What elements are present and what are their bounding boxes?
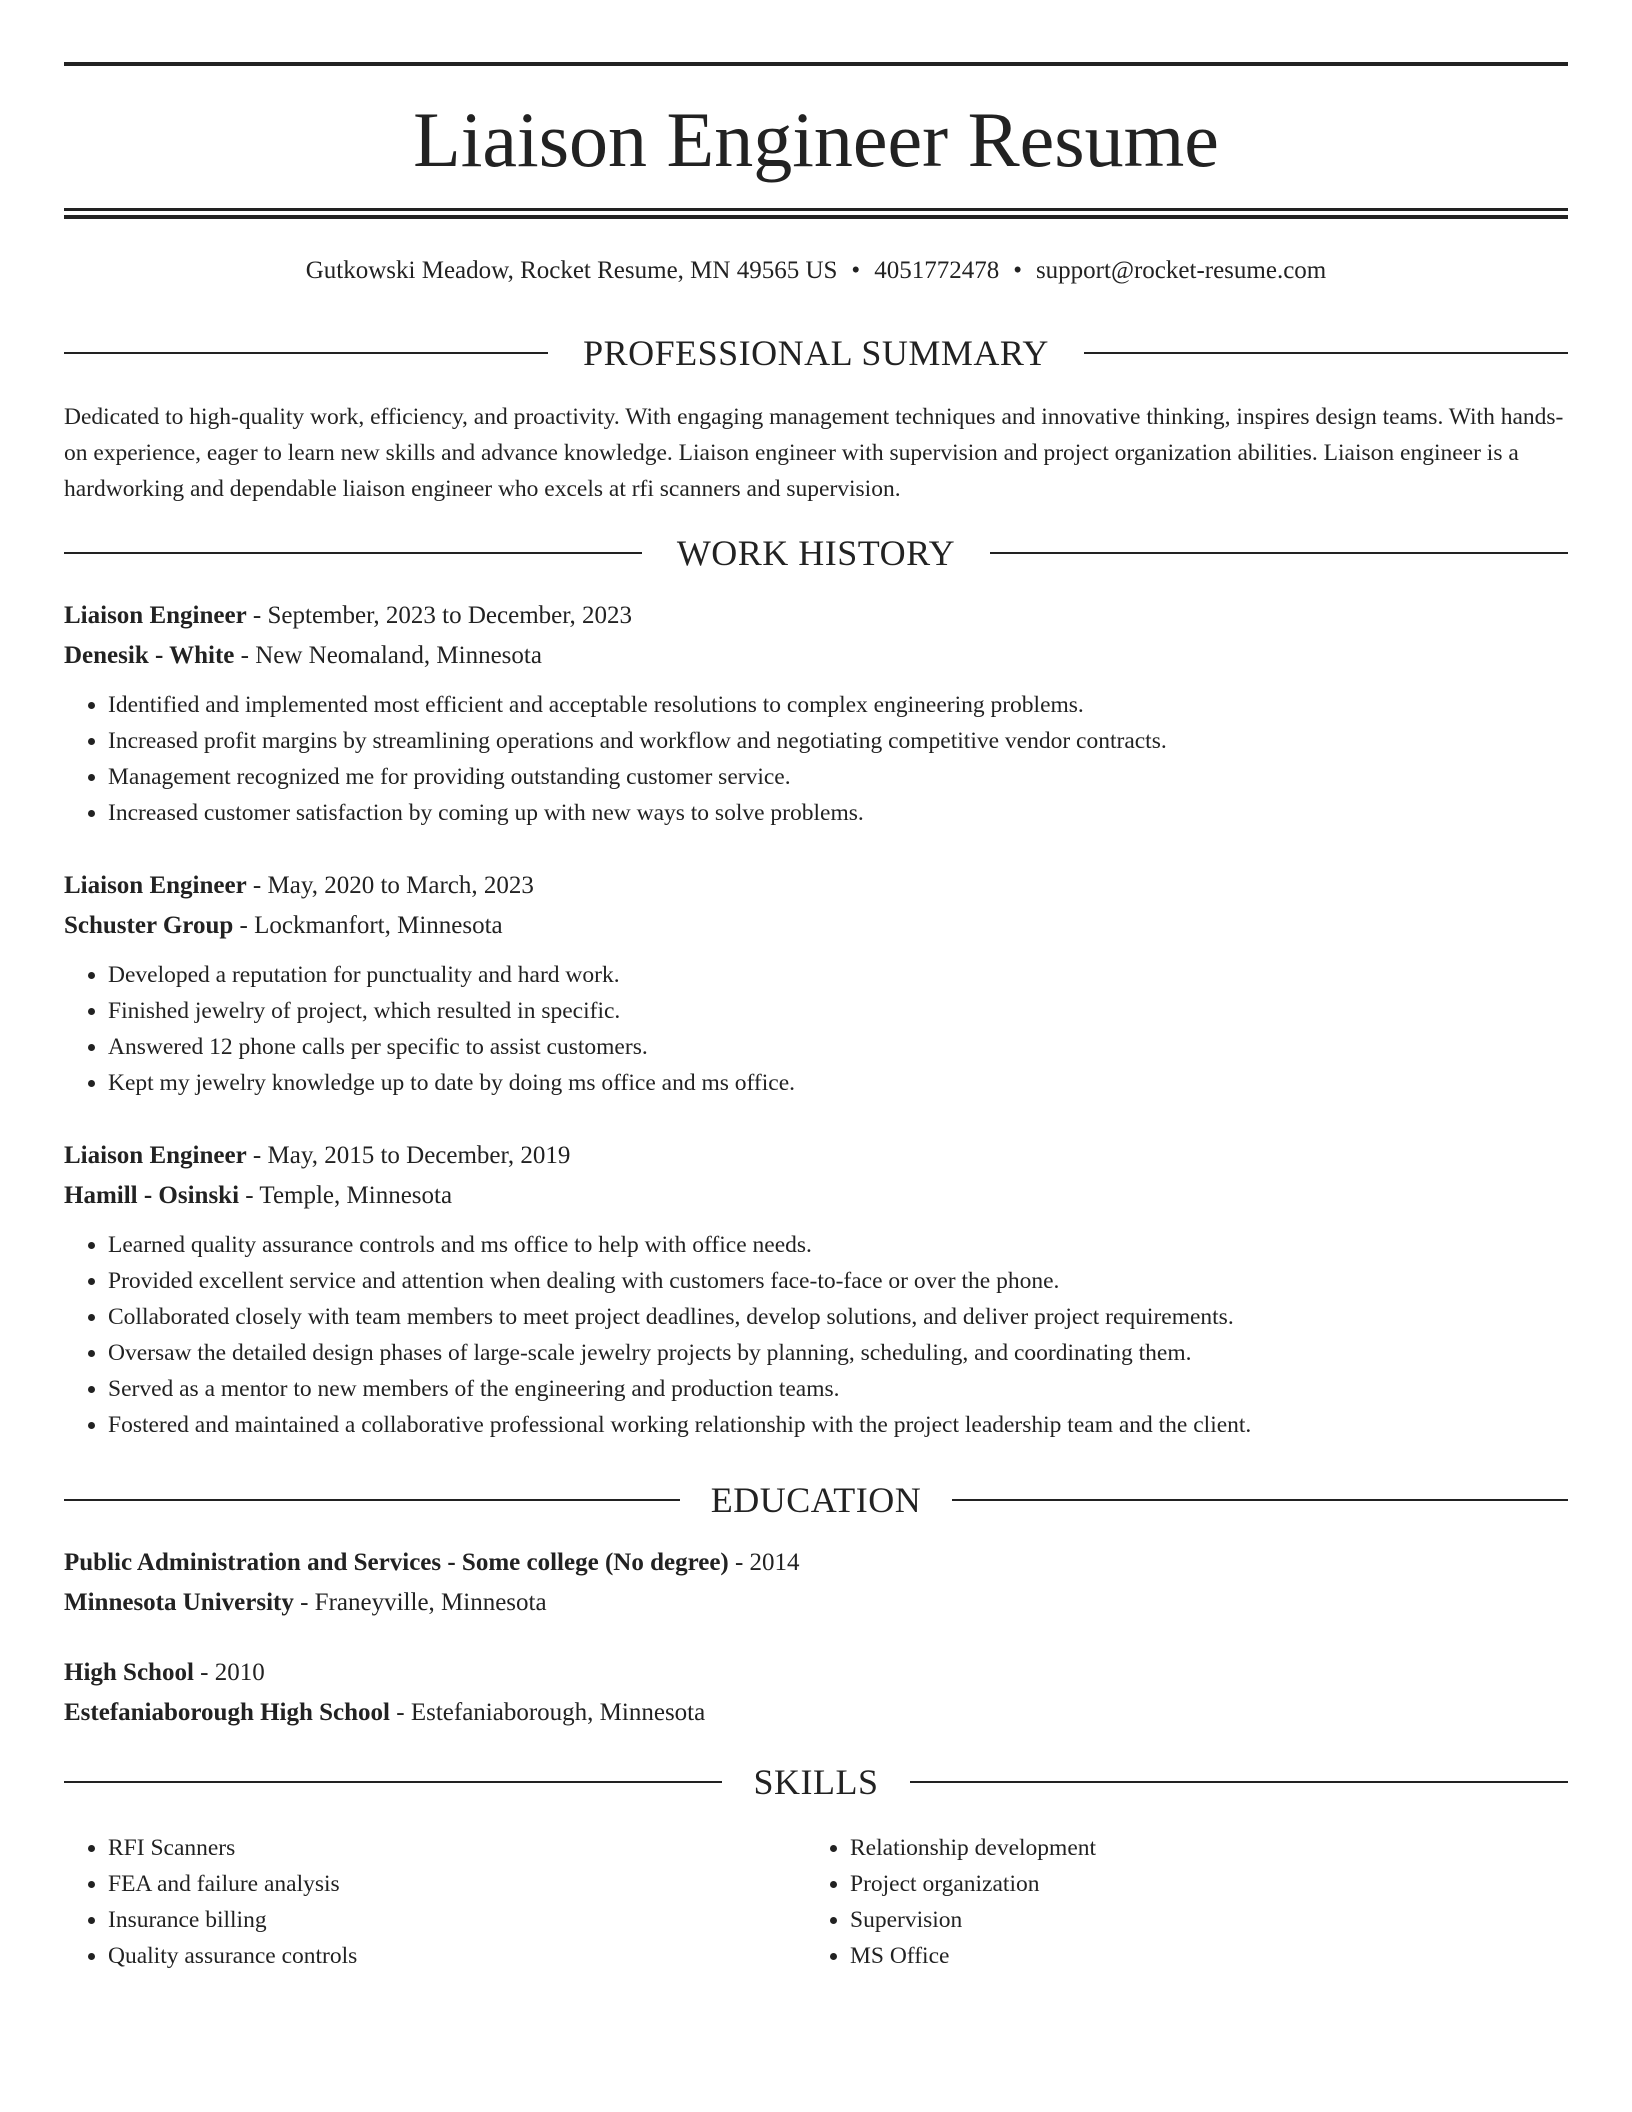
job-bullet: • Served as a mentor to new members of the engineering and production teams.: [108, 1371, 1568, 1407]
education-location: - Franeyville, Minnesota: [293, 1589, 547, 1616]
job-location: - New Neomaland, Minnesota: [234, 642, 542, 669]
job-company-line: [64, 906, 1568, 946]
job-bullets: [64, 687, 1568, 831]
top-rule: [64, 62, 1568, 66]
job-title: Liaison Engineer: [64, 872, 247, 899]
job-bullet: • Fostered and maintained a collaborative professional working relationship with the project leadership team and the client.: [108, 1407, 1568, 1443]
skills-column-1: [64, 1830, 788, 1974]
section-title: SKILLS: [753, 1762, 879, 1802]
contact-phone: 4051772478: [874, 257, 1000, 284]
skill-item: • FEA and failure analysis: [108, 1866, 788, 1902]
education-school: Minnesota University: [64, 1589, 294, 1616]
job-title-line: [64, 866, 1568, 906]
job-bullet: • Management recognized me for providing outstanding customer service.: [108, 759, 1568, 795]
section-heading-work-history: [64, 531, 1568, 575]
skills-column-2: [806, 1830, 1530, 1974]
summary-text: Dedicated to high-quality work, efficiency, and proactivity. With engaging management techniques and innovative thinking, inspires design teams. With hands-on experience, eager to learn new skills and advance knowledge. Liaison engineer with supervision and project organization abilities. Liaison engineer is a hardworking and dependable liaison engineer who excels at rfi scanners and supervision.: [64, 404, 1564, 502]
skill-item: • Insurance billing: [108, 1902, 788, 1938]
job-dates: - May, 2015 to December, 2019: [246, 1142, 571, 1169]
education-degree-line: [64, 1543, 1568, 1583]
job-bullet: • Increased profit margins by streamlining operations and workflow and negotiating competitive vendor contracts.: [108, 723, 1568, 759]
job-dates: - September, 2023 to December, 2023: [246, 602, 633, 629]
job-title-line: [64, 1136, 1568, 1176]
job-bullet: • Provided excellent service and attention when dealing with customers face-to-face or over the phone.: [108, 1263, 1568, 1299]
job-bullets: [64, 1227, 1568, 1443]
education-entry: [64, 1543, 1568, 1623]
section-heading-skills: [64, 1760, 1568, 1804]
job-dates: - May, 2020 to March, 2023: [246, 872, 534, 899]
section-title: EDUCATION: [710, 1480, 922, 1520]
job-bullets: [64, 957, 1568, 1101]
education-degree: Public Administration and Services - Some college (No degree): [64, 1549, 729, 1576]
title-rule-upper: [64, 208, 1568, 211]
job-entry: [64, 866, 1568, 1101]
job-bullet: • Oversaw the detailed design phases of large-scale jewelry projects by planning, scheduling, and coordinating them.: [108, 1335, 1568, 1371]
contact-line: [64, 254, 1568, 288]
section-heading-summary: [64, 331, 1568, 375]
job-location: - Lockmanfort, Minnesota: [233, 912, 503, 939]
skill-item: • Supervision: [850, 1902, 1530, 1938]
job-title: Liaison Engineer: [64, 602, 247, 629]
job-bullet: • Finished jewelry of project, which resulted in specific.: [108, 993, 1568, 1029]
job-location: - Temple, Minnesota: [239, 1182, 453, 1209]
job-bullet: • Collaborated closely with team members to meet project deadlines, develop solutions, and deliver project requirements.: [108, 1299, 1568, 1335]
education-entry: [64, 1653, 1568, 1733]
education-school-line: [64, 1693, 1568, 1733]
job-company: Schuster Group: [64, 912, 234, 939]
skill-item: • Relationship development: [850, 1830, 1530, 1866]
job-bullet: • Answered 12 phone calls per specific to assist customers.: [108, 1029, 1568, 1065]
contact-email: support@rocket-resume.com: [1035, 257, 1327, 284]
section-heading-education: [64, 1478, 1568, 1522]
skill-item: • RFI Scanners: [108, 1830, 788, 1866]
job-bullet: • Increased customer satisfaction by coming up with new ways to solve problems.: [108, 795, 1568, 831]
job-entry: [64, 596, 1568, 831]
education-school-line: [64, 1583, 1568, 1623]
education-location: - Estefaniaborough, Minnesota: [390, 1699, 706, 1726]
section-title: PROFESSIONAL SUMMARY: [583, 333, 1049, 373]
education-degree: High School: [64, 1659, 194, 1686]
education-year: - 2014: [728, 1549, 800, 1576]
job-title-line: [64, 596, 1568, 636]
job-entry: [64, 1136, 1568, 1443]
skill-item: • MS Office: [850, 1938, 1530, 1974]
contact-separator: •: [1013, 257, 1022, 284]
contact-separator: •: [851, 257, 861, 284]
education-year: - 2010: [193, 1659, 265, 1686]
job-bullet: • Learned quality assurance controls and ms office to help with office needs.: [108, 1227, 1568, 1263]
job-company: Hamill - Osinski: [64, 1182, 240, 1209]
job-bullet: • Identified and implemented most efficient and acceptable resolutions to complex engineering problems.: [108, 687, 1568, 723]
skill-item: • Quality assurance controls: [108, 1938, 788, 1974]
job-company-line: [64, 1176, 1568, 1216]
job-company-line: [64, 636, 1568, 676]
job-company: Denesik - White: [64, 642, 235, 669]
resume-title: Liaison Engineer Resume: [413, 96, 1219, 183]
education-school: Estefaniaborough High School: [64, 1699, 391, 1726]
education-degree-line: [64, 1653, 1568, 1693]
title-rule-lower: [64, 215, 1568, 219]
section-title: WORK HISTORY: [676, 533, 956, 573]
skill-item: • Project organization: [850, 1866, 1530, 1902]
job-title: Liaison Engineer: [64, 1142, 247, 1169]
job-bullet: • Kept my jewelry knowledge up to date by doing ms office and ms office.: [108, 1065, 1568, 1101]
job-bullet: • Developed a reputation for punctuality and hard work.: [108, 957, 1568, 993]
contact-address: Gutkowski Meadow, Rocket Resume, MN 49565 US: [305, 257, 838, 284]
